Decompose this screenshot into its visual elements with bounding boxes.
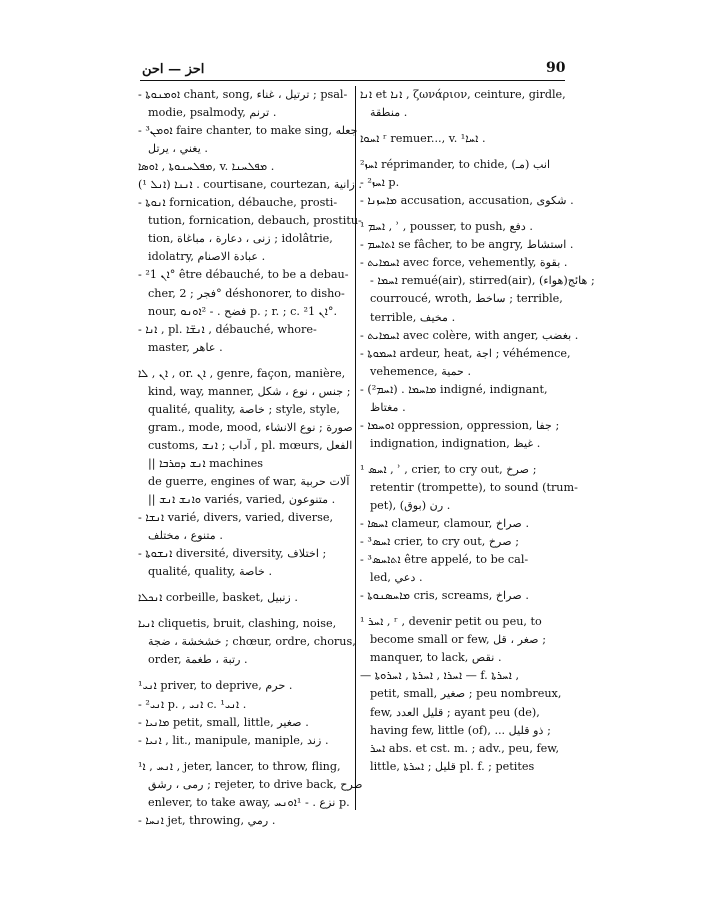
entry-line: - ܐܚܡܐܝܬ avec force, vehemently, بقوة . — [360, 256, 568, 270]
entry-line: - ܐܢܚܐ jet, throwing, رمي . — [138, 813, 276, 827]
entry-line: - ܐܢܘܬܐ fornication, débauche, prosti- — [138, 196, 338, 210]
entry-line: - ܡܐܚܙܢܐ accusation, accusation, شكوى . — [360, 194, 574, 208]
entry-line: master, عاهر . — [148, 340, 223, 354]
entry-line: cher, فجر ; 2° déshonorer, to disho- — [148, 286, 345, 300]
entry-line: متنوع ، مختلف . — [148, 529, 223, 543]
entry-line: de guerre, engines of war, آلات حربية — [148, 474, 350, 488]
entry-line: ¹ܐܢܚ , ܐ , jeter, lancer, to throw, fling, — [138, 759, 341, 773]
entry-line: gram., mode, mood, صورة ; نوع الانشاء — [148, 420, 353, 434]
entry-line: enlever, to take away, نزع . - ¹ܐܘܢܚ p. — [148, 795, 350, 809]
entry-line: become small or few, صغر ، قل ; — [370, 633, 547, 647]
entry-line: - ܐܢܝܐ , lit., manipule, maniple, زند . — [138, 733, 329, 747]
entry-line: qualité, quality, خاصة ; style, style, — [148, 402, 340, 416]
header-rule — [140, 80, 565, 81]
column-divider — [355, 86, 356, 810]
entry-line: modie, psalmody, ترنم . — [148, 106, 277, 120]
entry-line: - ܐܘܚܡܐ oppression, oppression, جفا ; — [360, 418, 560, 432]
entry-line: ܐܚܡ ¹ , ʾ , pousser, to push, دفع . — [360, 220, 533, 234]
entry-line: few, قليل العدد ; ayant peu (de), — [370, 705, 540, 719]
running-head: ﺍﺣﺰ — ﺍﺣﻦ — [142, 62, 205, 77]
entry-line: vehemence, حمية . — [370, 364, 472, 378]
entry-line: منطقة . — [370, 106, 408, 120]
entry-line: petit, small, صغير ; peu nombreux, — [370, 687, 562, 701]
entry-line: - ܐܚܣܐ clameur, clamour, صراخ . — [360, 517, 530, 531]
entry-line: ²ܐܚܙ réprimander, to chide, انب (مـ) — [360, 158, 551, 172]
entry-line: رمى ، رشق ; rejeter, to drive back, طرح — [148, 777, 363, 791]
entry-line: pet), رن (بوق) . — [370, 498, 451, 512]
entry-line: ܐܢܟܠܐ corbeille, basket, زنبيل . — [138, 591, 298, 605]
entry-line: qualité, quality, خاصة . — [148, 565, 273, 579]
entry-line: - (²ܐܚܡ) . ܡܐܚܡܐ indigné, indignant, — [360, 382, 548, 396]
entry-line: retentir (trompette), to sound (trum- — [370, 480, 578, 494]
entry-line: indignation, indignation, غيظ . — [370, 436, 541, 450]
entry-line: manquer, to lack, نقص . — [370, 651, 502, 665]
entry-line: - ܡܐܢܝܐ petit, small, little, صغير . — [138, 715, 309, 729]
entry-line: - ܐܘܡܢܘܬܐ chant, song, ترتيل ، غناء ; psal- — [138, 88, 348, 101]
entry-line: ܐܚܪ ¹ , ʳ , devenir petit ou peu, to — [360, 615, 542, 629]
entry-line: ܐܢ , ܠܐ , or. ܐܢ , genre, façon, manière, — [138, 366, 346, 380]
entry-line: - ܐܚܡܐܝܬ avec colère, with anger, بغضب . — [360, 328, 579, 342]
entry-line: - ³ܐܬܐܚܣ être appelé, to be cal- — [360, 553, 529, 567]
entry-line: idolatry, عبادة الاصنام . — [148, 250, 266, 264]
entry-line: ܡܦܠܚܢܘܬܐ , ܐܘܣܐ, v. ܡܦܠܚܢܐ . — [138, 160, 275, 174]
entry-line: - ܐܢܫܐ varié, divers, varied, diverse, — [138, 511, 334, 525]
entry-line: - ܐܢܐ , pl. ܐܢܫ̈ܐ , débauché, whore- — [138, 322, 317, 336]
left-column — [138, 86, 363, 830]
entry-line: kind, way, manner, جنس ، نوع ، شكل ; — [148, 384, 351, 398]
entry-line: ܐܢܐ et ܐܢܐ , ζωνάριον, ceinture, girdle, — [360, 88, 566, 101]
entry-line: - ²ܐܚܙ p. — [360, 176, 400, 190]
entry-line: - ³ܐܚܣ crier, to cry out, صرخ ; — [360, 535, 520, 549]
entry-line: nour, فضح . - ²ܐܘܢܘ p. ; r. ; c. ²ܐܢ 1°. — [148, 304, 338, 318]
entry-line: — ܐܚܪܐ , ܐܚܪܬܐ , ܐܚܪܘܬܐ — f. ܐܚܪܬܐ , — [360, 669, 520, 683]
entry-line: ¹ܐܢܝ priver, to deprive, حرم . — [138, 679, 293, 693]
entry-line: || ܐܢܫ ܕܩܪܒܐ machines — [148, 456, 264, 470]
entry-line: - ²ܐܢ 1° être débauché, to be a debau- — [138, 268, 349, 282]
entry-line: tion, زنى ، دعارة ، مباغاة ; idolâtrie, — [148, 232, 333, 246]
entry-line: - ²ܐܢܝ p. , ܐܢܝ c. ¹ܐܢܝ . — [138, 697, 247, 711]
right-column — [360, 86, 595, 776]
entry-line: customs, آداب ; ܐܢܫ , pl. mœurs, الفعل — [148, 438, 353, 452]
entry-line: ܐܚܣ ¹ , ʾ , crier, to cry out, صرخ ; — [360, 462, 537, 476]
entry-line: ܐܚܪ abs. et cst. m. ; adv., peu, few, — [370, 741, 560, 755]
entry-line: - ܐܬܐܚܡ se fâcher, to be angry, استشاط . — [360, 238, 574, 252]
entry-line: little, قليل ; ܐܚܪܬܐ pl. f. ; petites — [370, 759, 535, 773]
entry-line: - ܐܚܡܐ remué(air), stirred(air), هائج(هواء) ; — [370, 274, 595, 288]
entry-line: led, دعي . — [370, 571, 423, 585]
entry-line: - ܡܐܚܣܢܘܬܐ cris, screams, صراخ . — [360, 589, 529, 603]
entry-line: courroucé, wroth, ساخط ; terrible, — [370, 292, 563, 306]
page-number: 90 — [546, 60, 566, 76]
entry-line: order, رتبة ، طغمة . — [148, 653, 248, 667]
entry-line: tution, fornication, debauch, prostitu- — [148, 214, 362, 228]
entry-line: || ܘܐܢܫ ܐܢܫ variés, varied, متنوعون . — [148, 493, 336, 507]
entry-line: خشخشة ، ضجة ; chœur, ordre, chorus, — [148, 635, 356, 649]
entry-line: يغني ، يرتل . — [148, 142, 208, 156]
entry-line: ܐܢܝܐ cliquetis, bruit, clashing, noise, — [138, 617, 337, 631]
entry-line: - ܐܚܡܘܬܐ ardeur, heat, اجة ; véhémence, — [360, 346, 571, 360]
entry-line: (ܐܢܠ ¹) ܐܢܢܐ . courtisane, courtezan, زانية . — [138, 178, 362, 192]
entry-line: - ܐܢܫܘܬܐ diversité, diversity, اختلاف ; — [138, 547, 327, 561]
entry-line: terrible, مخيف . — [370, 310, 456, 324]
entry-line: ܐܚܘܐ ʳ remuer..., v. ¹ܐܚܐ . — [360, 132, 486, 146]
entry-line: مغتاظ . — [370, 400, 406, 414]
entry-line: - ³ܐܘܡܢ faire chanter, to make sing, جعله — [138, 124, 358, 138]
entry-line: having few, little (of), ... ذو قليل ; — [370, 723, 551, 737]
